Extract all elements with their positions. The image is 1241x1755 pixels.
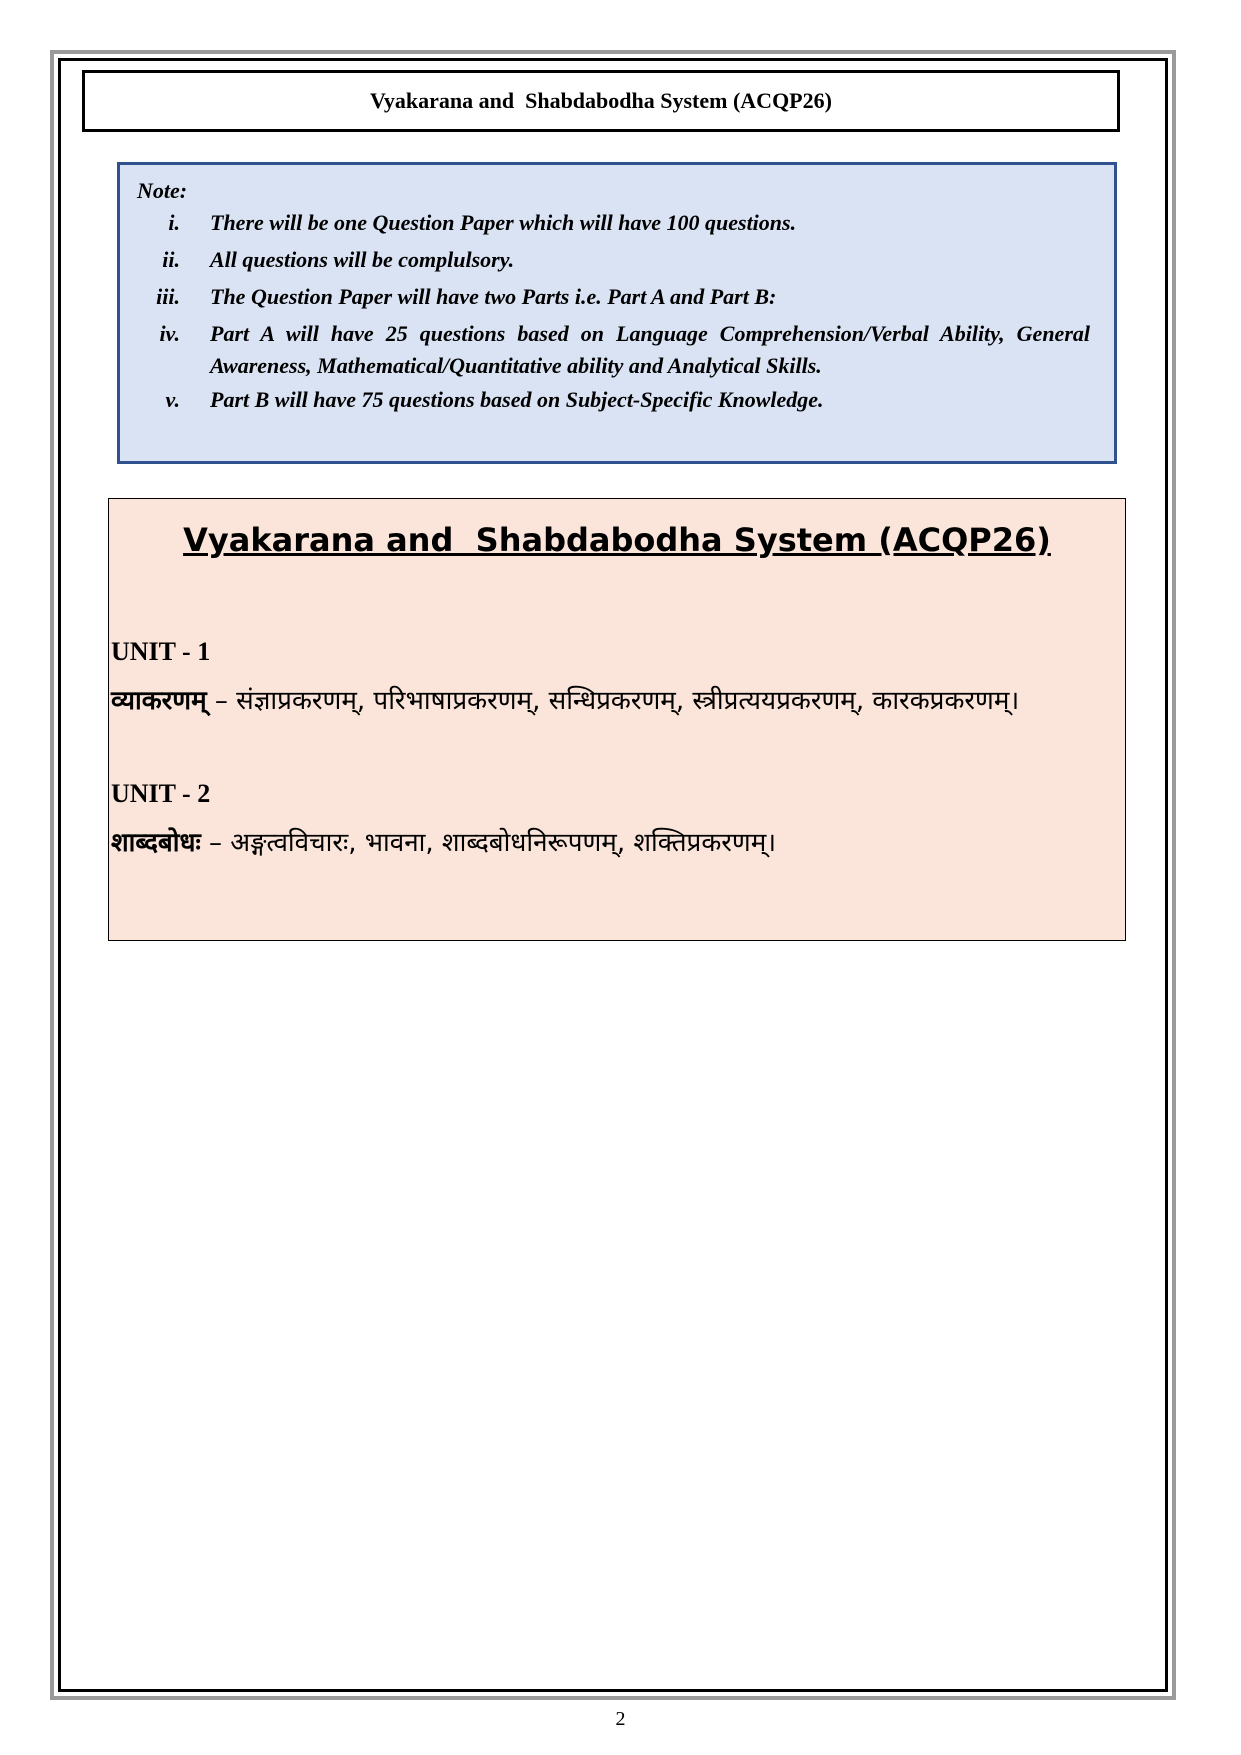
syllabus-box [108,498,1126,941]
unit-1-heading: UNIT - 1 [111,637,211,666]
unit-2-heading: UNIT - 2 [111,779,211,808]
page-number: 2 [615,1708,626,1730]
unit-2-content [111,823,776,859]
note-item-number: ii. [162,247,180,272]
note-item-text: Part B will have 75 questions based on Subject-Specific Knowledge. [210,387,824,412]
unit-1-content [111,681,1019,717]
unit-1-topics: – संज्ञाप्रकरणम्, परिभाषाप्रकरणम्, सन्धिप्रकरणम्, स्त्रीप्रत्ययप्रकरणम्, कारकप्रकरणम्। [206,686,1020,716]
unit-1-term: व्याकरणम् [111,686,207,716]
unit-2-topics: – अङ्गत्वविचारः, भावना, शाब्दबोधनिरूपणम्, शक्तिप्रकरणम्। [200,828,777,858]
header-title: Vyakarana and Shabdabodha System (ACQP26) [370,88,832,113]
unit-2-term: शाब्दबोधः [111,828,201,858]
note-box [117,162,1117,464]
note-item-number: iv. [159,321,180,346]
note-item-text: Part A will have 25 questions based on Language Comprehension/Verbal Ability, General Awareness, Mathematical/Quantitative ability and Analytical Skills. [210,321,1090,378]
note-item-text: All questions will be complulsory. [210,247,515,272]
syllabus-title: Vyakarana and Shabdabodha System (ACQP26) [183,521,1051,559]
note-label: Note: [137,178,188,203]
note-item-number: i. [168,210,180,235]
note-item-number: iii. [156,284,180,309]
note-item-number: v. [165,387,180,412]
header-title-box [82,70,1120,132]
note-item-text: The Question Paper will have two Parts i.e. Part A and Part B: [210,284,777,309]
note-item-text: There will be one Question Paper which will have 100 questions. [210,210,797,235]
